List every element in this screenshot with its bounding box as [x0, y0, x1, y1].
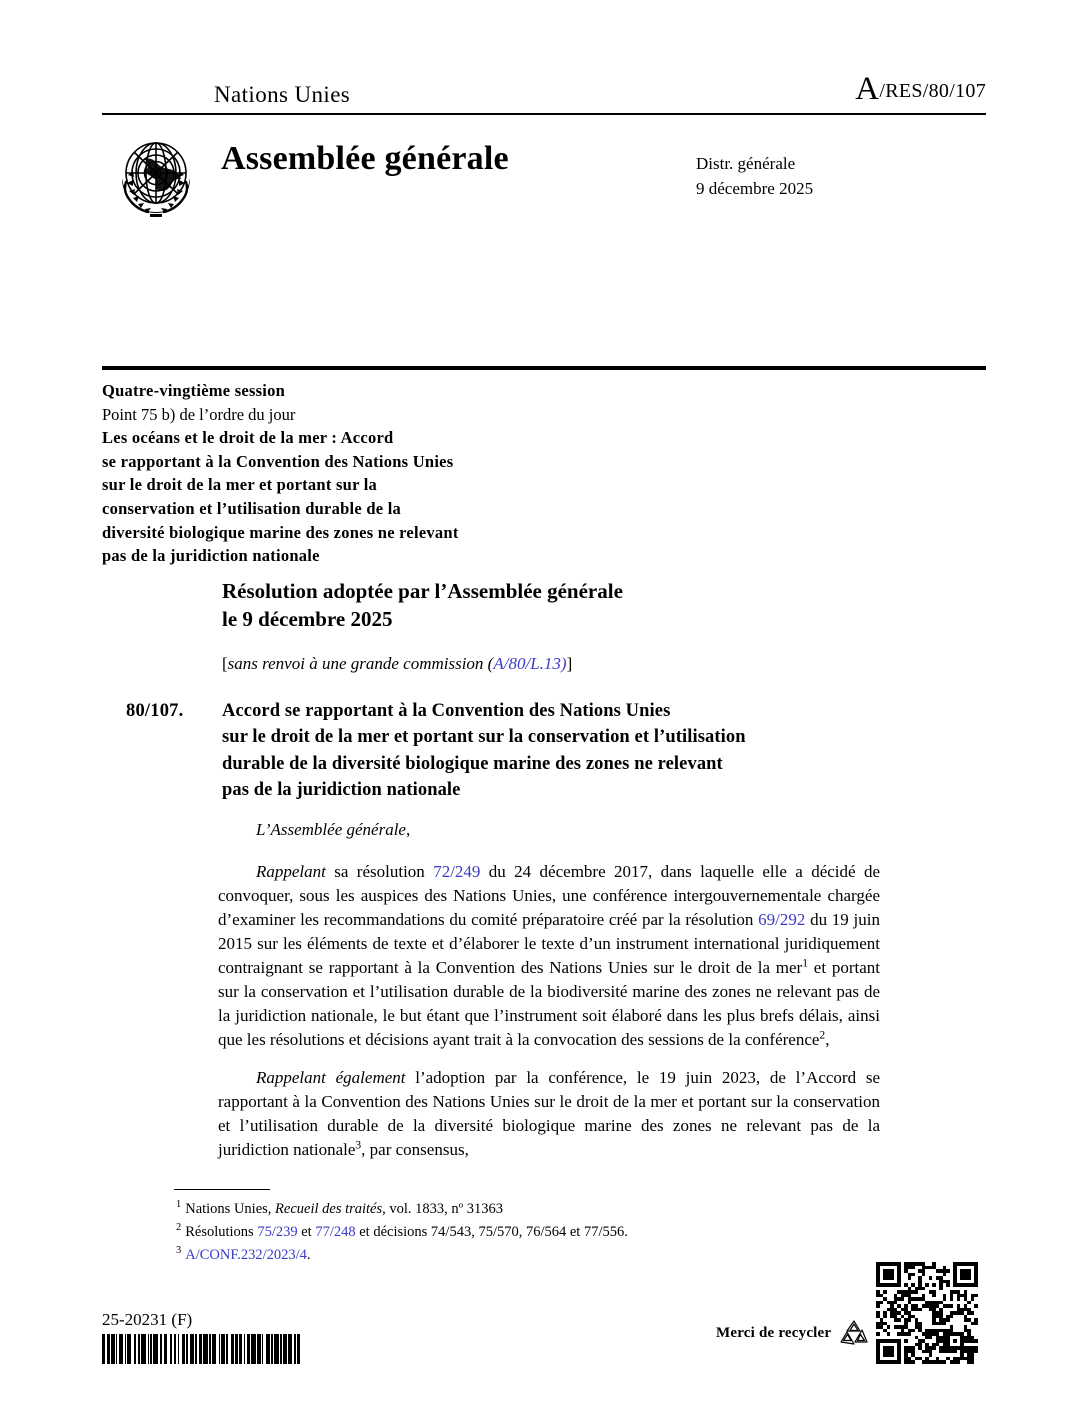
footnote-2-marker: 2: [176, 1222, 182, 1234]
paren-close: ): [560, 654, 567, 673]
masthead-top-row: [102, 72, 986, 106]
bracket-open: [: [222, 654, 228, 673]
footnote-1-post: , vol. 1833, nº 31363: [382, 1201, 504, 1217]
para1-text-5: ,: [825, 1029, 830, 1049]
distribution-block: [696, 127, 986, 201]
resolution-title-row: [126, 698, 926, 803]
resolution-body: [218, 818, 880, 1176]
agenda-title-line-3: sur le droit de la mer et portant sur la: [102, 475, 378, 495]
document-symbol: [855, 73, 986, 106]
preambular-paragraph-2: [218, 1066, 880, 1162]
para2-text-1: l’adoption par la conférence, le 19 juin 2023, de l’Accord se rapportant à la Convention des Nations Unies sur le droit de la mer et portant sur la conservation et l’utilisation durable de la diversité biologique marine des zones ne relevant pas de la juridiction nationale: [218, 1067, 880, 1159]
organization-name: Nations Unies: [214, 82, 351, 107]
barcode: [102, 1334, 300, 1364]
footnote-1: [176, 1198, 876, 1221]
agenda-item-line: Point 75 b) de l’ordre du jour: [102, 404, 296, 424]
footnote-3-post: .: [306, 1246, 311, 1263]
footnote-ref-3[interactable]: 3: [355, 1137, 362, 1151]
preamble-actor: L’Assemblée générale: [256, 820, 406, 839]
resolution-heading-line-2: le 9 décembre 2025: [222, 606, 393, 631]
para2-text-2: , par consensus,: [361, 1139, 469, 1159]
agenda-title-line-5: diversité biologique marine des zones ne relevant: [102, 522, 459, 542]
agenda-title-line-1: Les océans et le droit de la mer : Accord: [102, 428, 394, 448]
resolution-title-line-3: durable de la diversité biologique marine des zones ne relevant: [222, 753, 723, 774]
resolution-number: 80/107.: [126, 701, 184, 721]
distribution-date: 9 décembre 2025: [696, 178, 814, 198]
no-commission-text: sans renvoi à une grande commission (: [227, 654, 494, 673]
resolution-heading-line-1: Résolution adoptée par l’Assemblée générale: [222, 579, 623, 603]
document-symbol-suffix: /RES/80/107: [879, 80, 986, 102]
para1-text-1: sa résolution: [325, 861, 434, 881]
job-number: 25-20231 (F): [102, 1310, 193, 1329]
resolution-title-line-1: Accord se rapportant à la Convention des Nations Unies: [222, 701, 671, 721]
footnote-1-pre: Nations Unies,: [185, 1201, 276, 1217]
agenda-title-line-6: pas de la juridiction nationale: [102, 546, 320, 566]
footnote-1-marker: 1: [176, 1199, 182, 1211]
footnote-ref-2[interactable]: 2: [819, 1028, 826, 1042]
masthead: [102, 72, 986, 227]
body-title: Assemblée générale: [221, 140, 509, 177]
session-rule-thick: [102, 366, 986, 370]
preamble-actor-comma: ,: [405, 820, 411, 839]
no-commission-note: [222, 654, 572, 674]
para1-text-3: du 19 juin 2015 sur les éléments de texte et d’élaborer le texte d’un instrument international juridiquement contraignant se rapportant à la Convention des Nations Unies sur le droit de la mer: [218, 909, 880, 977]
para2-lead: Rappelant également: [256, 1067, 406, 1087]
preambular-paragraph-1: [218, 860, 880, 1052]
resolution-link-72-249[interactable]: 72/249: [433, 861, 481, 881]
recycle-icon: [837, 1318, 871, 1348]
footnotes-block: [176, 1198, 876, 1267]
recycle-notice: [716, 1318, 871, 1348]
footnote-3-marker: 3: [176, 1244, 182, 1256]
distribution-label: Distr. générale: [696, 154, 796, 173]
session-block: [102, 379, 722, 568]
footnote-link-77-248[interactable]: 77/248: [315, 1223, 356, 1240]
document-symbol-prefix: A: [855, 71, 880, 107]
agenda-title-line-2: se rapportant à la Convention des Nations Unies: [102, 451, 454, 471]
un-emblem-icon: [106, 127, 206, 227]
para1-lead: Rappelant: [256, 861, 326, 881]
draft-resolution-link[interactable]: A/80/L.13: [493, 654, 561, 673]
resolution-title-line-4: pas de la juridiction nationale: [222, 779, 461, 800]
qr-code: [876, 1262, 978, 1364]
footnote-2-mid: et: [297, 1223, 316, 1240]
footnote-2: [176, 1221, 876, 1244]
session-line: Quatre-vingtième session: [102, 381, 286, 400]
footnote-2-post: et décisions 74/543, 75/570, 76/564 et 77/556.: [355, 1223, 628, 1240]
masthead-body-row: [102, 127, 986, 227]
footnote-1-italic: Recueil des traités: [275, 1201, 383, 1217]
resolution-title: [222, 698, 926, 803]
footnote-separator: [174, 1189, 270, 1190]
footnote-link-aconf232[interactable]: A/CONF.232/2023/4: [185, 1246, 307, 1263]
para1-text-4: et portant sur la conservation et l’utilisation durable de la biodiversité marine des zones ne relevant pas de la juridiction nationale, le but étant que l’instrument soit élaboré dans les plus brefs délais, ainsi que les résolutions et décisions ayant trait à la convocation des sessions de la conférence: [218, 957, 880, 1049]
bracket-close: ]: [566, 654, 573, 673]
resolution-link-69-292[interactable]: 69/292: [758, 909, 806, 929]
resolution-heading: [222, 578, 922, 634]
recycle-label: Merci de recycler: [716, 1324, 832, 1341]
footnote-2-pre: Résolutions: [185, 1223, 258, 1240]
preamble-actor-paragraph: [218, 818, 880, 842]
footnote-ref-1[interactable]: 1: [802, 956, 808, 970]
header-rule-thin: [102, 113, 986, 115]
agenda-title-line-4: conservation et l’utilisation durable de la: [102, 498, 402, 518]
resolution-title-line-2: sur le droit de la mer et portant sur la conservation et l’utilisation: [222, 727, 746, 748]
footnote-link-75-239[interactable]: 75/239: [257, 1223, 298, 1240]
footnote-3: [176, 1244, 876, 1267]
para1-text-2: du 24 décembre 2017, dans laquelle elle a décidé de convoquer, sous les auspices des Nations Unies, une conférence intergouvernementale chargée d’examiner les recommandations du comité préparatoire créé par la résolution: [218, 861, 880, 929]
